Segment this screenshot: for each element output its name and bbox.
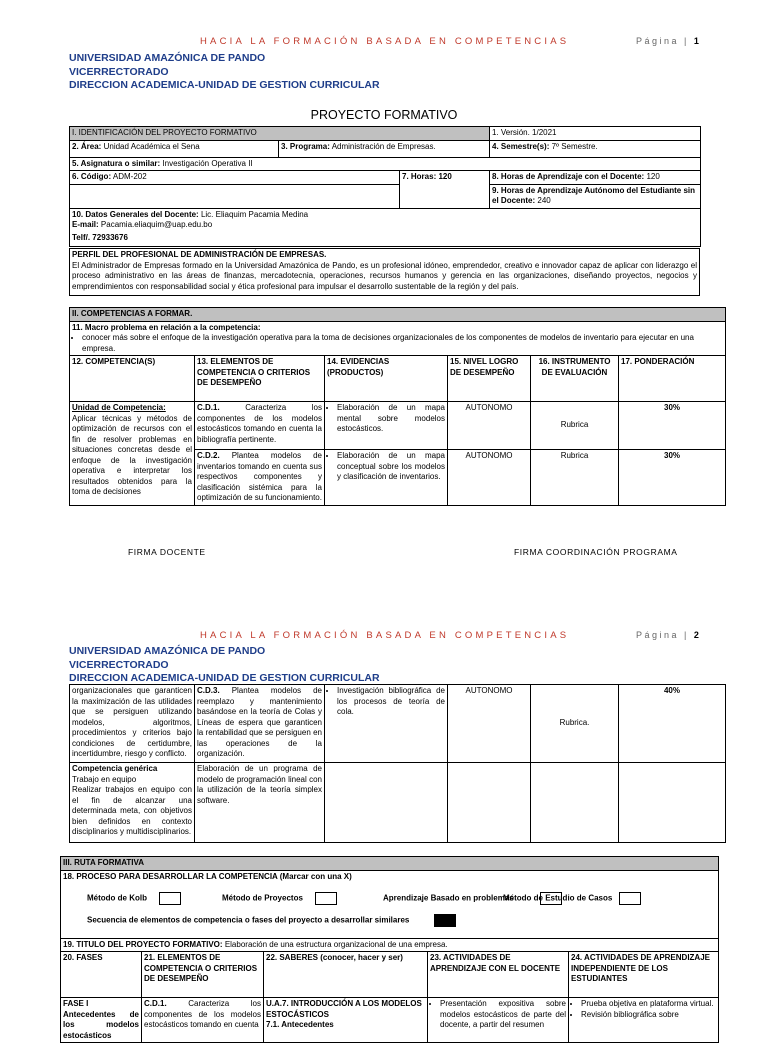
col-competencia: 12. COMPETENCIA(S) — [70, 356, 195, 402]
evidence2-cell — [325, 450, 448, 506]
horas-docente-cell — [490, 171, 701, 185]
area-value: Unidad Académica el Sena — [103, 141, 200, 151]
docente-cell — [70, 208, 701, 246]
institution-block — [69, 52, 380, 93]
activity-independent-2: • Revisión bibliográfica sobre — [581, 1010, 716, 1021]
method-kolb — [87, 892, 181, 905]
evidence1-cell — [325, 402, 448, 450]
unidad-competencia-cell — [70, 402, 195, 506]
instrument1: Rubrica — [531, 402, 619, 450]
cd2-cell — [195, 450, 325, 506]
programa-cell — [279, 140, 490, 157]
teacher-signature-label: FIRMA DOCENTE — [128, 547, 206, 557]
project-title-value: Elaboración de una estructura organizacional de una empresa. — [224, 939, 448, 949]
semestre-value: 7º Semestre. — [551, 141, 598, 151]
col-instrumento: 16. INSTRUMENTO DE EVALUACIÓN — [531, 356, 619, 402]
method-projects — [222, 892, 337, 905]
nivel2: AUTONOMO — [448, 450, 531, 506]
saber-title: U.A.7. INTRODUCCIÓN A LOS MODELOS ESTOCÁSTICOS — [266, 999, 422, 1019]
unidad-continuation: organizacionales que garanticen la maximización de las utilidades que se persiguen utilizando modelos, algoritmos, procedimientos y criterios bajo condiciones de certidumbre, incertidumbre, riesgo y conflicto. — [70, 685, 195, 763]
unidad-title: Unidad de Competencia: — [72, 403, 166, 412]
ruta-section-title: III. RUTA FORMATIVA — [61, 857, 719, 871]
page-number-value-page2: 2 — [693, 630, 699, 640]
academic-direction-page2: DIRECCION ACADEMICA-UNIDAD DE GESTION CURRICULAR — [69, 672, 380, 684]
activity-independent-cell — [569, 998, 719, 1043]
cd2-text: Plantea modelos de inventarios tomando en cuenta sus respectivos componentes y clasificación sistémica para la optimización de su funcionamiento. — [197, 451, 322, 502]
perfil-table — [69, 248, 700, 296]
sequence-label: Secuencia de elementos de competencia o fases del proyecto a desarrollar similares — [87, 915, 410, 925]
unidad-text: Aplicar técnicas y métodos de optimización de recursos con el fin de resolver problemas en situaciones concretas desde el enfoque de la investigación operativa e interpretar los resultados obtenidos para la toma de decisiones — [72, 413, 192, 496]
weight3: 40% — [619, 685, 726, 763]
codigo-label: 6. Código: — [72, 172, 112, 181]
project-title-label: 19. TITULO DEL PROYECTO FORMATIVO: — [63, 939, 223, 949]
col-actividades-independientes: 24. ACTIVIDADES DE APRENDIZAJE INDEPENDIENTE DE LOS ESTUDIANTES — [569, 952, 719, 998]
area-cell — [70, 140, 279, 157]
institution-block-page2 — [69, 645, 380, 686]
col-nivel-logro: 15. NIVEL LOGRO DE DESEMPEÑO — [448, 356, 531, 402]
page-number-page2: Página | 2 — [636, 630, 699, 640]
col-elementos-ruta: 21. ELEMENTOS DE COMPETENCIA O CRITERIOS DE DESEMPEÑO — [142, 952, 264, 998]
cd1-text: Caracteriza los componentes de los modelos estocásticos tomando en cuenta la bibliografía pertinente. — [197, 403, 322, 444]
process-cell — [61, 870, 719, 938]
university-name: UNIVERSIDAD AMAZÓNICA DE PANDO — [69, 52, 266, 64]
macro-problem-cell — [70, 321, 726, 356]
codigo-value: ADM-202 — [112, 172, 147, 181]
horas-docente-label: 8. Horas de Aprendizaje con el Docente: — [492, 172, 645, 181]
empty-cell — [70, 184, 400, 208]
perfil-cell — [70, 249, 700, 296]
asignatura-cell — [70, 157, 701, 171]
generic-text: Realizar trabajos en equipo con el fin de alcanzar una determinada meta, con objetivos bien definidos en contexto disciplinarios y multidisciplinarios. — [72, 785, 192, 836]
ruta-cd1-text: Caracteriza los componentes de los modelos estocásticos tomando en cuenta — [144, 999, 261, 1029]
saber-subtitle: 7.1. Antecedentes — [266, 1020, 334, 1029]
programa-label: 3. Programa: — [281, 141, 330, 151]
evidence1: • Elaboración de un mapa mental sobre modelos estocásticos. — [337, 403, 445, 435]
saber-cell — [264, 998, 428, 1043]
generic-criterion: Elaboración de un programa de modelo de programación lineal con la utilización de la teoría simplex software. — [195, 763, 325, 843]
col-saberes: 22. SABERES (conocer, hacer y ser) — [264, 952, 428, 998]
nivel3: AUTONOMO — [448, 685, 531, 763]
process-question: 18. PROCESO PARA DESARROLLAR LA COMPETENCIA (Marcar con una X) — [63, 871, 352, 881]
asignatura-value: Investigación Operativa II — [162, 158, 253, 168]
cd3-text: Plantea modelos de reemplazo y mantenimiento basándose en la teoría de Colas y Líneas de espera que garanticen la rentabilidad que se persiguen en las operaciones de la organización. — [197, 686, 322, 758]
activity-docente-cell — [428, 998, 569, 1043]
evidence3: • Investigación bibliográfica de los procesos de teoría de cola. — [337, 686, 445, 718]
phase-text: Antecedentes de los modelos estocásticos — [63, 1009, 139, 1040]
project-title-cell — [61, 938, 719, 952]
cd3-code: C.D.3. — [197, 686, 220, 695]
page-word-page2: Página — [636, 630, 680, 640]
empty-cell — [448, 763, 531, 843]
instrument3: Rubrica. — [531, 685, 619, 763]
activity-docente: • Presentación expositiva sobre modelos estocásticos de parte del docente, a partir del resumen — [440, 999, 566, 1031]
col-actividades-docente: 23. ACTIVIDADES DE APRENDIZAJE CON EL DOCENTE — [428, 952, 569, 998]
method-cases — [503, 892, 641, 905]
running-header-page2: HACIA LA FORMACIÓN BASADA EN COMPETENCIAS — [200, 630, 570, 641]
ruta-formativa-table — [60, 856, 719, 1043]
col-evidencias: 14. EVIDENCIAS (PRODUCTOS) — [325, 356, 448, 402]
page-title: PROYECTO FORMATIVO — [310, 108, 458, 122]
evidence3-cell — [325, 685, 448, 763]
asignatura-label: 5. Asignatura o similar: — [72, 158, 161, 168]
page-number-value: 1 — [693, 36, 699, 46]
empty-cell — [619, 763, 726, 843]
email-label: E-mail: — [72, 220, 99, 229]
activity-independent-1: • Prueba objetiva en plataforma virtual. — [581, 999, 716, 1010]
programa-value: Administración de Empresas. — [331, 141, 436, 151]
competencias-continuation-table — [69, 684, 726, 843]
identification-section-title: I. IDENTIFICACIÓN DEL PROYECTO FORMATIVO — [70, 127, 490, 141]
method-cases-label: Método de Estudio de Casos — [503, 893, 613, 903]
perfil-title: PERFIL DEL PROFESIONAL DE ADMINISTRACIÓN DE EMPRESAS. — [72, 250, 327, 259]
vice-rectorate: VICERRECTORADO — [69, 65, 169, 78]
col-fases: 20. FASES — [61, 952, 142, 998]
ruta-cd1-cell — [142, 998, 264, 1043]
area-label: 2. Área: — [72, 141, 102, 151]
cd3-cell — [195, 685, 325, 763]
docente-label: 10. Datos Generales del Docente: — [72, 209, 199, 219]
version-cell: 1. Versión. 1/2021 — [490, 127, 701, 141]
identification-table — [69, 126, 701, 247]
competencias-table — [69, 307, 726, 506]
nivel1: AUTONOMO — [448, 402, 531, 450]
empty-cell — [325, 763, 448, 843]
competencias-section-title: II. COMPETENCIAS A FORMAR. — [70, 308, 726, 322]
cd1-code: C.D.1. — [197, 403, 220, 412]
phase-cell — [61, 998, 142, 1043]
page-word: Página — [636, 36, 680, 46]
method-abp-label: Aprendizaje Basado en problemas — [383, 893, 514, 903]
methods-row — [63, 888, 716, 910]
vice-rectorate-page2: VICERRECTORADO — [69, 658, 169, 671]
docente-value: Lic. Eliaquim Pacamia Medina — [200, 209, 309, 219]
phase-title: FASE I — [63, 999, 89, 1008]
perfil-text: El Administrador de Empresas formado en la Universidad Amazónica de Pando, es un profesional idóneo, emprendedor, creativo e innovador capaz de aplicar con liderazgo el proceso administrativo en las áreas de finanzas, mercadotecnia, operaciones, recursos humanos y gerencia en las organizaciones, diseñando proyectos, negocios y emprendimientos con responsabilidad social y ética profesional para impulsar el desarrollo sustentable de la región y del país. — [72, 260, 697, 291]
sequence-checkbox[interactable] — [434, 914, 456, 927]
horas-autonomo-cell — [490, 184, 701, 208]
ruta-cd1-code: C.D.1. — [144, 999, 167, 1008]
generic-competence-cell — [70, 763, 195, 843]
cases-checkbox[interactable] — [619, 892, 641, 905]
col-ponderacion: 17. PONDERACIÓN — [619, 356, 726, 402]
horas-docente-value: 120 — [646, 172, 660, 181]
coordination-signature-label: FIRMA COORDINACIÓN PROGRAMA — [514, 547, 678, 557]
cd1-cell — [195, 402, 325, 450]
generic-subtitle: Trabajo en equipo — [72, 774, 137, 784]
semestre-cell — [490, 140, 701, 157]
phone-value: Telf/. 72933676 — [72, 232, 128, 242]
macro-problem-item: • conocer más sobre el enfoque de la investigación operativa para la toma de decisiones organizacionales de los componentes de modelos de inventario para ejecutar en una empresa. — [82, 333, 723, 354]
codigo-cell — [70, 171, 400, 185]
horas-cell: 7. Horas: 120 — [400, 171, 490, 209]
email-value: Pacamia.eliaquim@uap.edu.bo — [100, 220, 213, 229]
projects-checkbox[interactable] — [315, 892, 337, 905]
weight2: 30% — [619, 450, 726, 506]
university-name-page2: UNIVERSIDAD AMAZÓNICA DE PANDO — [69, 645, 266, 657]
instrument2: Rubrica — [531, 450, 619, 506]
semestre-label: 4. Semestre(s): — [492, 141, 550, 151]
method-projects-label: Método de Proyectos — [222, 893, 303, 903]
cd2-code: C.D.2. — [197, 451, 220, 460]
sequence-row — [87, 914, 716, 927]
horas-autonomo-value: 240 — [537, 196, 551, 205]
col-elementos: 13. ELEMENTOS DE COMPETENCIA O CRITERIOS DE DESEMPEÑO — [195, 356, 325, 402]
kolb-checkbox[interactable] — [159, 892, 181, 905]
generic-title: Competencia genérica — [72, 764, 158, 773]
empty-cell — [531, 763, 619, 843]
macro-problem-label: 11. Macro problema en relación a la competencia: — [72, 322, 261, 332]
method-kolb-label: Método de Kolb — [87, 893, 147, 903]
running-header: HACIA LA FORMACIÓN BASADA EN COMPETENCIAS — [200, 36, 570, 47]
page-number: Página | 1 — [636, 36, 699, 46]
horas-autonomo-label: 9. Horas de Aprendizaje Autónomo del Estudiante sin el Docente: — [492, 185, 696, 205]
academic-direction: DIRECCION ACADEMICA-UNIDAD DE GESTION CURRICULAR — [69, 79, 380, 91]
evidence2: • Elaboración de un mapa conceptual sobre los modelos y clasificación de inventarios. — [337, 451, 445, 483]
weight1: 30% — [619, 402, 726, 450]
